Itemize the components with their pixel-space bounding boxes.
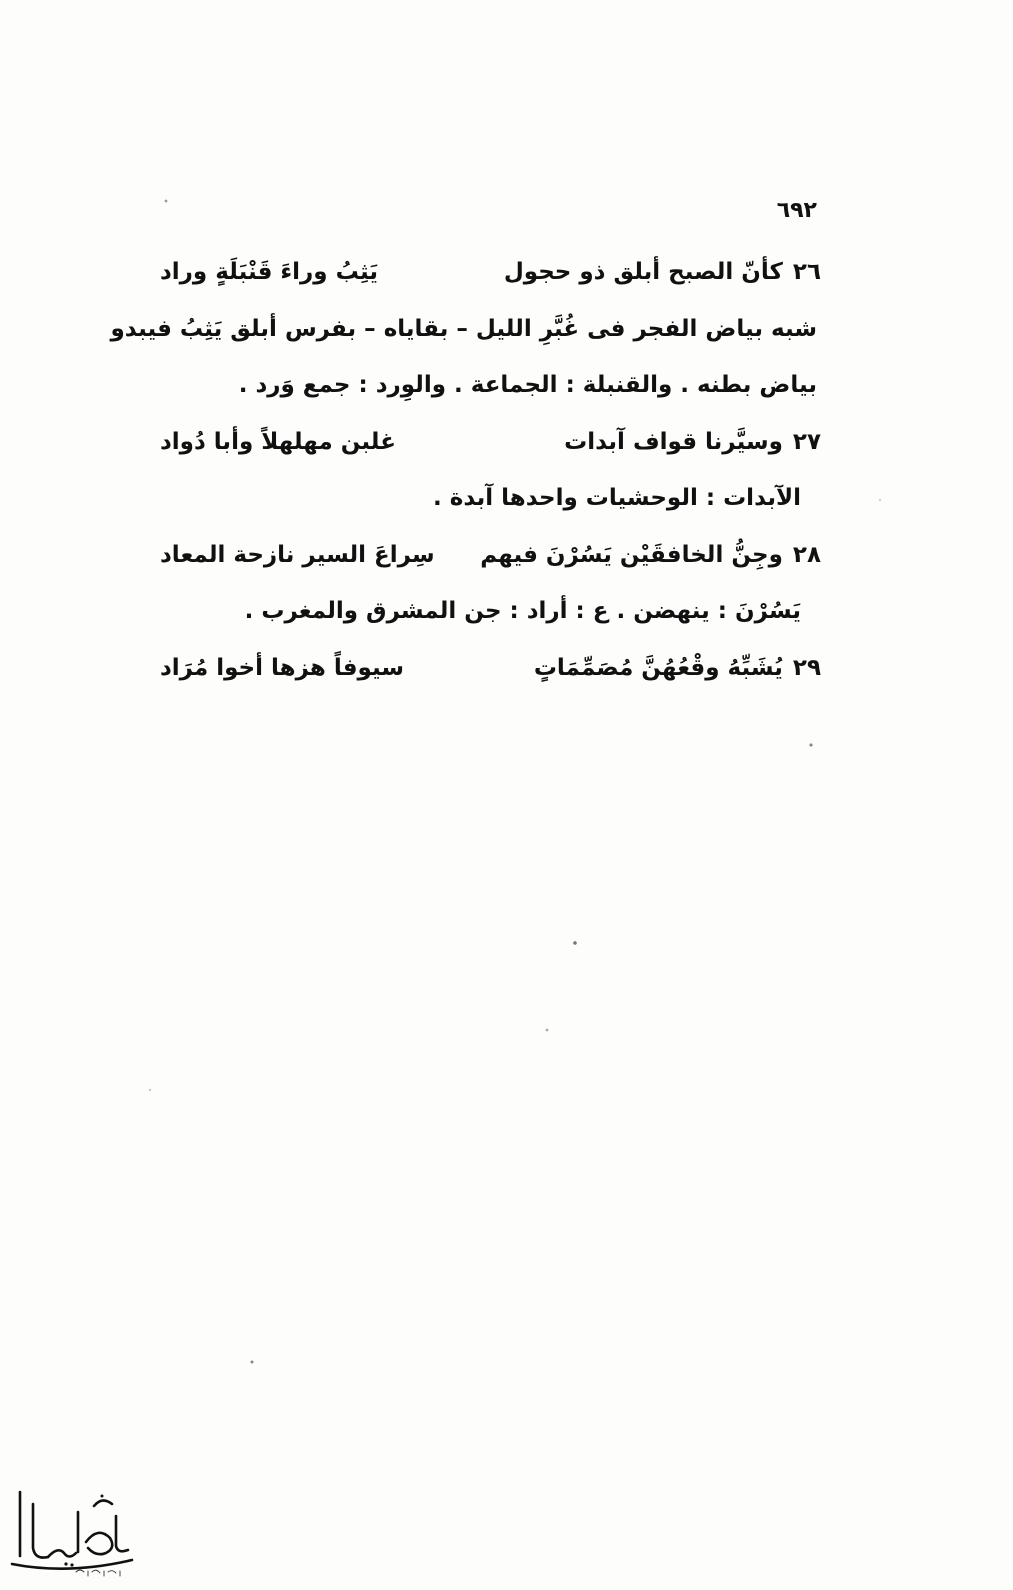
- page-number: ٦٩٢: [776, 198, 817, 223]
- verse-first-hemistich: كأنّ الصبح أبلق ذو حجول: [503, 259, 783, 285]
- verse-second-hemistich: سِراعَ السير نازحة المعاد: [160, 541, 435, 568]
- commentary-line: يَسُرْنَ : ينهضن . ع : أراد : جن المشرق والمغرب .: [244, 598, 801, 624]
- verse-line: [128, 244, 821, 301]
- commentary-line: بياض بطنه . والقنبلة : الجماعة . والوِرد : جمع وَرد .: [238, 372, 817, 398]
- verse-number: ٢٨: [792, 541, 821, 568]
- verse-line: [128, 414, 821, 471]
- commentary-line: شبه بياض الفجر فى غُبَّرِ الليل – بقاياه – بفرس أبلق يَثِبُ فيبدو: [110, 315, 817, 342]
- verse-first-hemistich: وسيَّرنا قواف آبدات: [564, 428, 783, 455]
- verse-number: ٢٧: [792, 428, 821, 455]
- calligraphy-stamp-icon: [6, 1476, 138, 1584]
- verse-second-hemistich: يَثِبُ وراءَ قَنْبَلَةٍ وراد: [160, 259, 378, 285]
- commentary-line: الآبدات : الوحشيات واحدها آبدة .: [433, 485, 801, 511]
- verse-number: ٢٦: [792, 259, 821, 285]
- verse-first-hemistich: وجِنُّ الخافقَيْن يَسُرْنَ فيهم: [480, 541, 783, 568]
- verse-second-hemistich: غلبن مهلهلاً وأبا دُواد: [160, 428, 396, 455]
- verse-number: ٢٩: [792, 654, 821, 681]
- text-block: [110, 244, 821, 696]
- verse-line: [128, 640, 821, 697]
- verse-second-hemistich: سيوفاً هزها أخوا مُرَاد: [160, 654, 404, 681]
- verse-line: [128, 527, 821, 584]
- verse-first-hemistich: يُشَبِّهُ وقْعُهُنَّ مُصَمِّمَاتٍ: [533, 654, 783, 681]
